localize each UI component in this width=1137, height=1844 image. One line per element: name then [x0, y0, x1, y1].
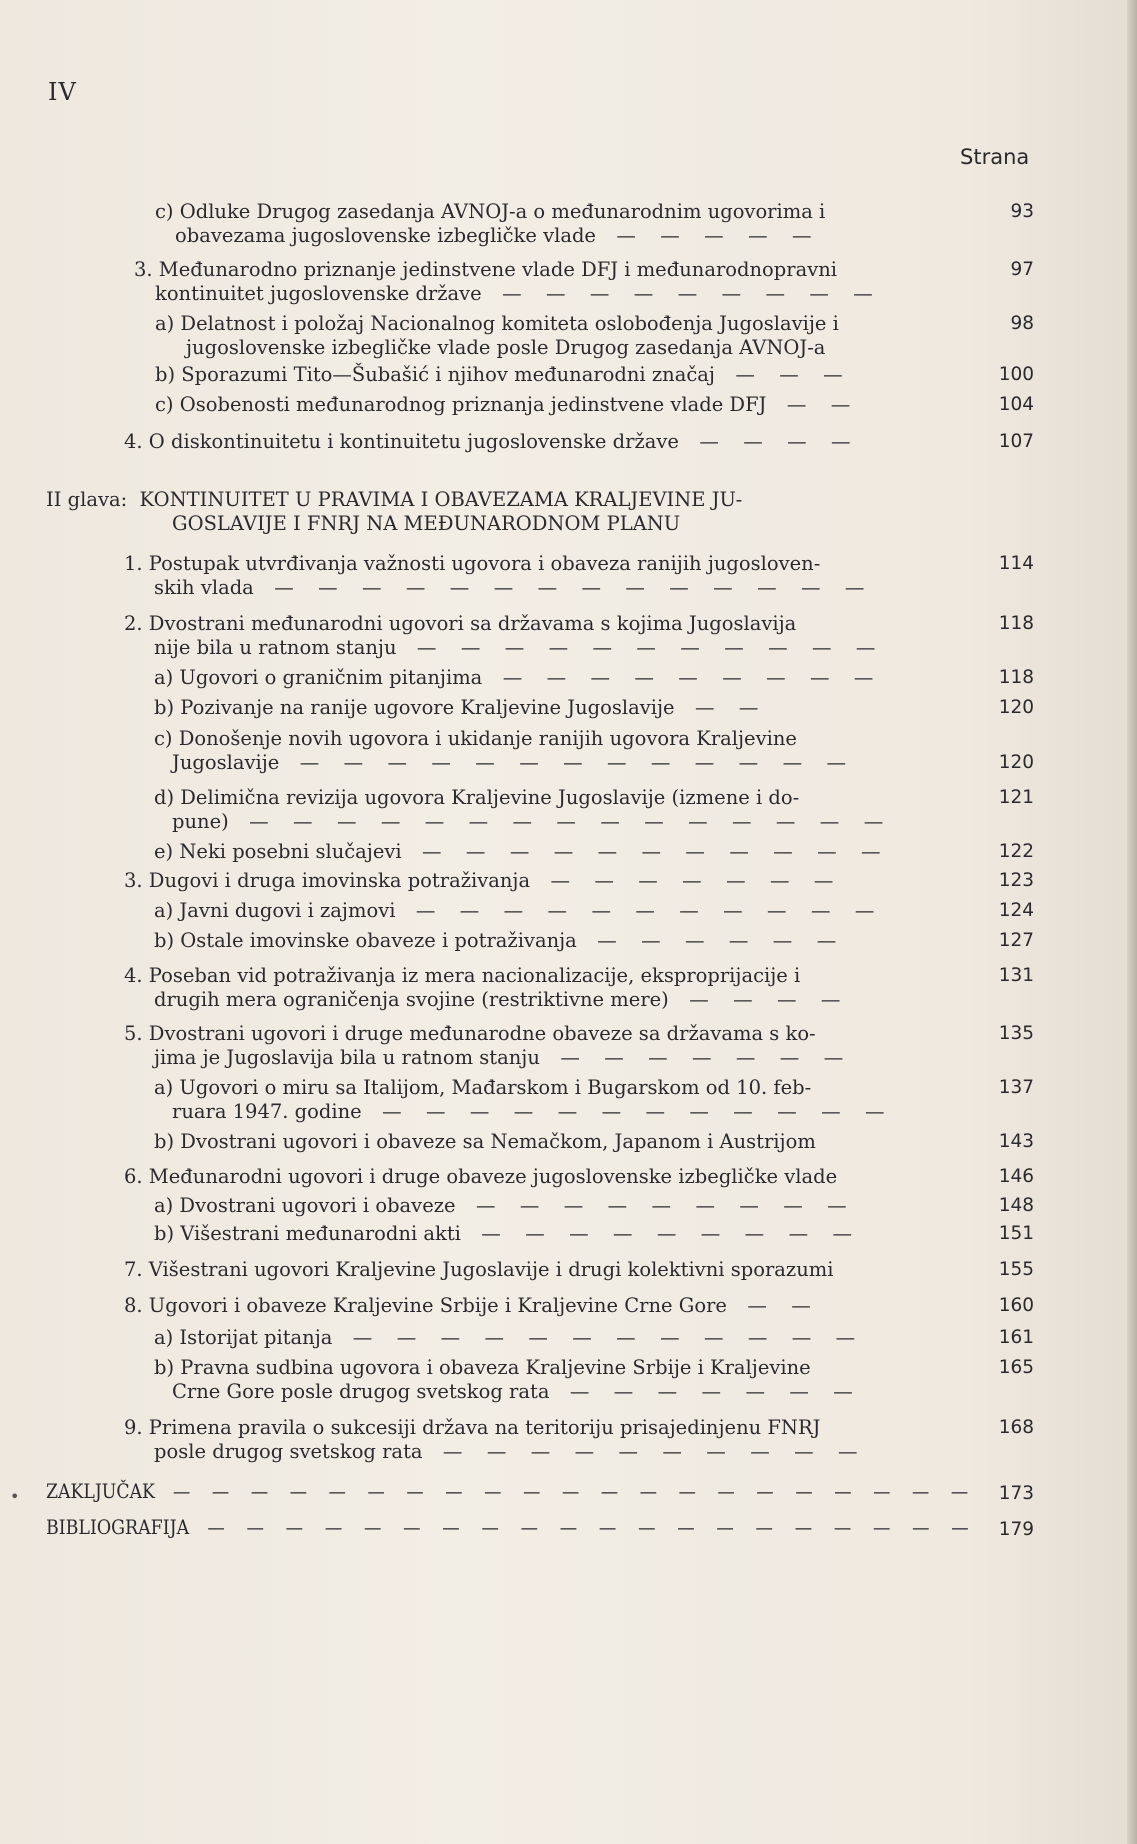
toc-page-number: 146 [998, 1166, 1034, 1187]
toc-page-number: 118 [998, 613, 1034, 634]
toc-entry-title: b) Pravna sudbina ugovora i obaveza Kraljevine Srbije i Kraljevine [154, 1356, 811, 1379]
toc-line [124, 869, 837, 893]
toc-entry-title: b) Sporazumi Tito—Šubašić i njihov međunarodni značaj [155, 363, 715, 386]
toc-entry-title: a) Delatnost i položaj Nacionalnog komiteta oslobođenja Jugoslavije i [155, 312, 839, 335]
toc-page-number: 151 [998, 1223, 1034, 1244]
toc-line [154, 899, 878, 923]
toc-entry-title: 4. Poseban vid potraživanja iz mera nacionalizacije, eksproprijacije i [124, 964, 801, 987]
margin-mark: • [10, 1487, 20, 1506]
toc-leader-dashes: — — — [714, 363, 847, 386]
toc-line [154, 576, 868, 600]
toc-page-number: 160 [998, 1295, 1034, 1316]
toc-line [46, 1480, 972, 1504]
toc-entry-title: pune) [172, 810, 229, 833]
toc-page-number: 121 [998, 787, 1034, 808]
toc-entry-title: jima je Jugoslavija bila u ratnom stanju [154, 1046, 540, 1069]
toc-entry-title: 1. Postupak utvrđivanja važnosti ugovora i obaveza ranijih jugosloven- [124, 552, 821, 575]
toc-line [154, 1440, 862, 1464]
toc-page-number: 118 [998, 667, 1034, 688]
toc-entry-title: GOSLAVIJE I FNRJ NA MEĐUNARODNOM PLANU [172, 512, 681, 535]
toc-line [172, 512, 680, 536]
toc-entry-title: 6. Međunarodni ugovori i druge obaveze jugoslovenske izbegličke vlade [124, 1165, 838, 1188]
toc-line [124, 430, 855, 454]
toc-line [154, 636, 879, 660]
toc-leader-dashes: — — — — — — — — — [481, 282, 877, 305]
toc-page-number: 161 [998, 1327, 1034, 1348]
toc-entry-title: a) Ugovori o miru sa Italijom, Mađarskom i Bugarskom od 10. feb- [154, 1076, 812, 1099]
toc-entry-title: e) Neki posebni slučajevi [154, 840, 402, 863]
toc-entry-title: II glava: KONTINUITET U PRAVIMA I OBAVEZAMA KRALJEVINE JU- [46, 488, 743, 511]
toc-entry-title: d) Delimična revizija ugovora Kraljevine Jugoslavije (izmene i do- [154, 786, 800, 809]
toc-line [124, 612, 796, 636]
toc-leader-dashes: — — — — — — — — — — — — — — — [228, 810, 888, 833]
toc-page-number: 165 [998, 1357, 1034, 1378]
toc-entry-title: jugoslovenske izbegličke vlade posle Drugog zasedanja AVNOJ-a [186, 336, 826, 359]
toc-entry-title: nije bila u ratnom stanju [154, 636, 397, 659]
toc-entry-title: ruara 1947. godine [172, 1100, 362, 1123]
toc-entry-title: 3. Međunarodno priznanje jedinstvene vlade DFJ i međunarodnopravni [134, 258, 838, 281]
toc-entry-title: 8. Ugovori i obaveze Kraljevine Srbije i Kraljevine Crne Gore [124, 1294, 727, 1317]
toc-entry-title: c) Odluke Drugog zasedanja AVNOJ-a o međunarodnim ugovorima i [155, 200, 826, 223]
toc-page-number: 123 [998, 870, 1034, 891]
toc-entry-title: 4. O diskontinuitetu i kontinuitetu jugoslovenske države [124, 430, 679, 453]
toc-page-number: 97 [1010, 259, 1034, 280]
toc-leader-dashes: — — — — — — [576, 929, 841, 952]
toc-entry-title: skih vlada [154, 576, 254, 599]
toc-page-number: 93 [1010, 201, 1034, 222]
toc-entry-title: BIBLIOGRAFIJA [46, 1516, 190, 1539]
toc-line [154, 786, 799, 810]
toc-entry-title: b) Dvostrani ugovori i obaveze sa Nemačkom, Japanom i Austrijom [154, 1130, 816, 1153]
toc-leader-dashes: — — — — [668, 988, 845, 1011]
toc-page-number: 148 [998, 1195, 1034, 1216]
toc-entry-title: kontinuitet jugoslovenske države [155, 282, 482, 305]
toc-entry-title: ZAKLJUČAK [46, 1480, 155, 1503]
toc-entry-title: b) Višestrani međunarodni akti [154, 1222, 461, 1245]
toc-entry-title: a) Javni dugovi i zajmovi [154, 899, 396, 922]
toc-line [154, 1046, 847, 1070]
toc-page-number: 120 [998, 752, 1034, 773]
toc-line [124, 964, 800, 988]
toc-leader-dashes: — — — — — — — — — — — — — — — — — — — — [189, 1516, 973, 1539]
toc-line [46, 488, 742, 512]
toc-line [154, 1194, 851, 1218]
toc-line [46, 1516, 972, 1540]
toc-page-number: 168 [998, 1417, 1034, 1438]
toc-entry-title: Crne Gore posle drugog svetskog rata [172, 1380, 550, 1403]
toc-entry-title: b) Pozivanje na ranije ugovore Kraljevine Jugoslavije [154, 696, 675, 719]
toc-page-number: 104 [998, 394, 1034, 415]
toc-entry-title: a) Istorijat pitanja [154, 1326, 333, 1349]
toc-leader-dashes: — — — — — — — [539, 1046, 848, 1069]
toc-line [154, 1076, 811, 1100]
toc-page-number: 122 [998, 841, 1034, 862]
toc-entry-title: Jugoslavije [172, 751, 280, 774]
toc-line [172, 1100, 888, 1124]
toc-leader-dashes: — — [766, 393, 855, 416]
toc-page-number: 114 [998, 553, 1034, 574]
toc-leader-dashes: — — — — — — — — — — — [401, 840, 885, 863]
toc-line [154, 1356, 811, 1380]
toc-page-number: 179 [998, 1519, 1034, 1540]
toc-leader-dashes: — — — — — — — [530, 869, 838, 892]
toc-line [124, 1165, 837, 1189]
toc-page-number: 107 [998, 431, 1034, 452]
toc-entry-title: a) Ugovori o graničnim pitanjima [154, 666, 483, 689]
toc-page-number: 98 [1010, 313, 1034, 334]
toc-line [124, 1258, 833, 1282]
toc-line [154, 1130, 816, 1154]
toc-entry-title: 7. Višestrani ugovori Kraljevine Jugoslavije i drugi kolektivni sporazumi [124, 1258, 834, 1281]
toc-line [175, 224, 815, 248]
toc-leader-dashes: — — — — — — — — — — — — — — [253, 576, 869, 599]
toc-entry-title: obavezama jugoslovenske izbegličke vlade [175, 224, 596, 247]
toc-leader-dashes: — — — — — — — — — — — — [332, 1326, 860, 1349]
toc-page-number: 127 [998, 930, 1034, 951]
toc-page-number: 131 [998, 965, 1034, 986]
toc-line [155, 200, 825, 224]
toc-line [155, 282, 877, 306]
toc-page-number: 143 [998, 1131, 1034, 1152]
page-edge [1127, 0, 1137, 1844]
toc-line [154, 727, 797, 751]
toc-line [172, 751, 850, 775]
page-column-header: Strana [960, 145, 1030, 169]
toc-entry-title: posle drugog svetskog rata [154, 1440, 423, 1463]
toc-line [154, 988, 844, 1012]
toc-leader-dashes: — — [726, 1294, 815, 1317]
toc-line [172, 810, 887, 834]
toc-line [124, 1416, 820, 1440]
toc-line [124, 1022, 816, 1046]
toc-entry-title: 3. Dugovi i druga imovinska potraživanja [124, 869, 531, 892]
toc-leader-dashes: — — — — [678, 430, 855, 453]
toc-leader-dashes: — — — — — [595, 224, 816, 247]
toc-line [186, 336, 825, 360]
toc-page-number: 124 [998, 900, 1034, 921]
toc-line [124, 552, 820, 576]
toc-page-number: 173 [998, 1483, 1034, 1504]
toc-line [134, 258, 837, 282]
toc-leader-dashes: — — — — — — — — — — — — [361, 1100, 889, 1123]
toc-leader-dashes: — — — — — — — — — — — — — — — — — — — — — [154, 1480, 972, 1503]
toc-leader-dashes: — — [674, 696, 763, 719]
toc-entry-title: 5. Dvostrani ugovori i druge međunarodne obaveze sa državama s ko- [124, 1022, 816, 1045]
toc-entry-title: c) Donošenje novih ugovora i ukidanje ranijih ugovora Kraljevine [154, 727, 797, 750]
toc-line [124, 1294, 815, 1318]
toc-line [154, 929, 840, 953]
toc-entry-title: b) Ostale imovinske obaveze i potraživanja [154, 929, 577, 952]
toc-line [155, 393, 854, 417]
toc-line [155, 363, 847, 387]
toc-leader-dashes: — — — — — — — — — — — — — [279, 751, 850, 774]
toc-page-number: 100 [998, 364, 1034, 385]
toc-page-number: 135 [998, 1023, 1034, 1044]
page-number: IV [48, 78, 77, 106]
toc-line [154, 840, 885, 864]
toc-line [155, 312, 839, 336]
toc-entry-title: 2. Dvostrani međunarodni ugovori sa državama s kojima Jugoslavija [124, 612, 797, 635]
toc-leader-dashes: — — — — — — — — — — — [395, 899, 879, 922]
toc-line [172, 1380, 857, 1404]
toc-page-number: 120 [998, 697, 1034, 718]
toc-leader-dashes: — — — — — — — — — [482, 666, 878, 689]
toc-leader-dashes: — — — — — — — — — [460, 1222, 856, 1245]
toc-line [154, 696, 762, 720]
toc-leader-dashes: — — — — — — — [549, 1380, 857, 1403]
toc-line [154, 666, 877, 690]
toc-line [154, 1222, 856, 1246]
toc-page-number: 155 [998, 1259, 1034, 1280]
toc-leader-dashes: — — — — — — — — — [455, 1194, 851, 1217]
toc-entry-title: drugih mera ograničenja svojine (restriktivne mere) [154, 988, 669, 1011]
toc-entry-title: 9. Primena pravila o sukcesiji država na teritoriju prisajedinjenu FNRJ [124, 1416, 821, 1439]
toc-leader-dashes: — — — — — — — — — — — [396, 636, 880, 659]
toc-line [154, 1326, 859, 1350]
toc-entry-title: c) Osobenosti međunarodnog priznanja jedinstvene vlade DFJ [155, 393, 767, 416]
toc-page-number: 137 [998, 1077, 1034, 1098]
toc-leader-dashes: — — — — — — — — — — [422, 1440, 862, 1463]
toc-entry-title: a) Dvostrani ugovori i obaveze [154, 1194, 456, 1217]
